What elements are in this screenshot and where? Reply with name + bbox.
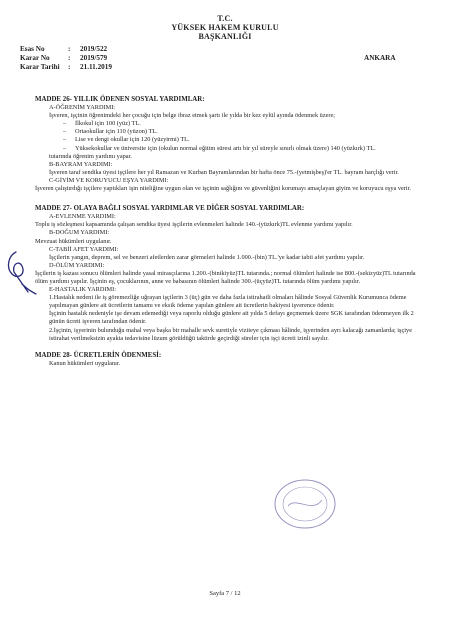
- list-item: – İlkokul için 100 (yüz) TL.: [63, 120, 427, 128]
- meta-sep: :: [68, 63, 71, 71]
- official-stamp-icon: [270, 474, 340, 534]
- handwritten-mark-icon: [2, 248, 38, 302]
- meta-value: 2019/522: [80, 45, 108, 53]
- article-27-a-title: A-EVLENME YARDIMI:: [49, 213, 116, 221]
- header-line-institution: YÜKSEK HAKEM KURULU: [171, 23, 279, 32]
- article-28-title: MADDE 28- ÜCRETLERİN ÖDENMESİ:: [35, 351, 162, 359]
- list-item: – Ortaokullar için 110 (yüzon) TL.: [63, 128, 427, 136]
- list-item: – Yüksekokullar ve üniversite için (okulun normal eğitim süresi artı bir yıl süreyle sınırlı olmak üzere) 140 (yüzkırk) TL.: [63, 145, 427, 153]
- document-header: [0, 14, 450, 41]
- article-26-a-tail: tutarında öğrenim yardımı yapar.: [49, 152, 132, 160]
- list-item: – Lise ve dengi okullar için 120 (yüzyirmi) TL.: [63, 136, 427, 144]
- article-27-d-title: D-ÖLÜM YARDIMI:: [49, 261, 105, 269]
- meta-key: Karar Tarihi: [20, 63, 60, 71]
- meta-row-esas: [20, 45, 112, 54]
- article-26-b-text: İşveren taraf sendika üyesi işçilere her yıl Ramazan ve Kurban Bayramlarından bir hafta önce 75.-(yetmişbeş)'er TL. bayram harçlığı verir.: [49, 168, 399, 176]
- article-26-title: MADDE 26- YILLIK ÖDENEN SOSYAL YARDIMLAR:: [35, 96, 205, 103]
- article-27-title: MADDE 27- OLAYA BAĞLI SOSYAL YARDIMLAR VE DİĞER SOSYAL YARDIMLAR:: [35, 205, 305, 213]
- document-body: [35, 96, 427, 368]
- article-27-d-text: İşçilerin iş kazası sonucu ölümleri halinde yasal mirasçılarına 1.200.-(binikiyüz)TL tutarında.; normal ölümleri halinde ise 800.-(sekizyüz)TL tutarında ölüm yardımı yapılır. İşçinin eş, çocuklarının, anne ve babasının ölümleri halinde 300.-(üçyüz)TL tutarında ölüm yardımı yapılır.: [35, 269, 416, 285]
- meta-key: Esas No: [20, 45, 45, 53]
- article-28-text: Kanun hükümleri uygulanır.: [49, 359, 121, 367]
- education-aid-list: [35, 120, 427, 152]
- city-label: ANKARA: [364, 54, 396, 62]
- header-line-office: BAŞKANLIĞI: [198, 32, 252, 41]
- article-27-e-text-3: 2.İşçinin, işyerinin bulunduğu mahal veya başka bir mahalle sevk suretiyle viziteye çıkması hâlinde, işyerinden ayrı kalacağı zamanlarda; işçiye istirahat verilmeksizin ayakta tedavisine lüzum görüldüğü taktirde geçirdiği süreler için işçi ücreti izinli sayılır.: [49, 326, 412, 342]
- article-26-c-title: C-GİYİM VE KORUYUCU EŞYA YARDIMI:: [49, 176, 169, 184]
- page-number: Sayfa 7 / 12: [209, 590, 241, 597]
- header-line-tc: T.C.: [217, 14, 233, 23]
- article-27-b-text: Mevzuat hükümleri uygulanır.: [35, 237, 112, 245]
- article-27-e-title: E-HASTALIK YARDIMI:: [49, 286, 116, 294]
- article-26-b-title: B-BAYRAM YARDIMI:: [49, 160, 113, 168]
- article-27-c-title: C-TABİİ AFET YARDIMI:: [49, 245, 119, 253]
- meta-row-karar: [20, 54, 112, 63]
- meta-sep: :: [68, 45, 71, 53]
- meta-value: 21.11.2019: [80, 63, 112, 71]
- meta-sep: :: [68, 54, 71, 62]
- case-meta: [20, 45, 112, 72]
- meta-value: 2019/579: [80, 54, 108, 62]
- article-27-a-text: Toplu iş sözleşmesi kapsamında çalışan sendika üyesi işçilerin evlenmeleri halinde 140.-(yüzkırk)TL evlenme yardımı yapılır.: [35, 221, 353, 229]
- meta-key: Karar No: [20, 54, 50, 62]
- article-27-b-title: B-DOĞUM YARDIMI:: [49, 229, 110, 237]
- article-26-a-title: A-ÖĞRENİM YARDIMI:: [49, 104, 116, 112]
- article-26-a-text: İşveren, işçinin öğrenimdeki her çocuğu için belge ibraz etmek şartı ile yılda bir kez eylül ayında ödenmek üzere;: [49, 112, 336, 120]
- meta-row-date: [20, 63, 112, 72]
- article-27-c-text: İşçilerin yangın, deprem, sel ve benzeri afetlerden zarar görmeleri halinde 1.000.-(bin) TL.'ye kadar tabii afet yardımı yapılır.: [49, 253, 365, 261]
- article-27-e-text-2: İşçinin hastalık nedeniyle işe devam edemediği veya raporlu olduğu günlere ait yılda 5 defayı geçmemek üzere SGK tarafından ödenmeyen ilk 2 günün ücreti işveren tarafından ödenir.: [49, 310, 414, 326]
- article-26-c-text: İşveren çalıştırdığı işçilere yaptıkları işin niteliğine uygun olan ve işçinin sağlığını ve güvenliğini korumayı amaçlayan giyim ve koruyucu eşya verir.: [35, 185, 411, 193]
- article-27-e-text-1: 1.Hastalık nedeni ile iş göremezliğe uğrayan işçilerin 3 (üç) gün ve daha fazla istirahatli olmaları hâlinde Sosyal Güvenlik Kurumunca ödeme yapılmayan günlere ait ücretlerin tamamı ve eksik ödeme yapılan günlere ait ücretlerin bakiyesi işverence ödenir.: [49, 294, 407, 310]
